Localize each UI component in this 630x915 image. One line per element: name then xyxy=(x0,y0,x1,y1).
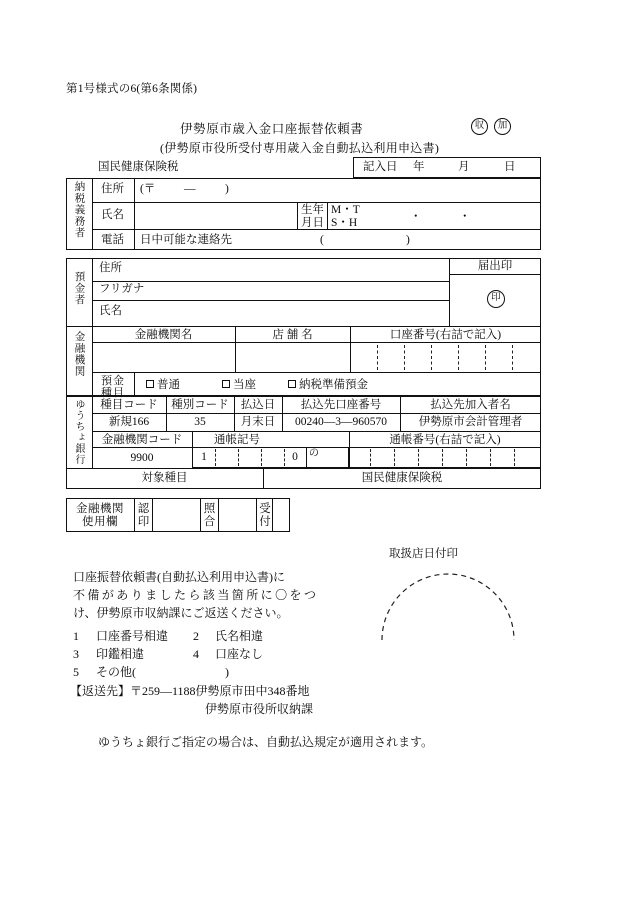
account-cell-divider xyxy=(485,345,486,370)
return-address-line-1: 【返送先】〒259—1188伊勢原市田中348番地 xyxy=(70,684,310,698)
depositor-address-label: 住所 xyxy=(99,262,122,274)
page-title: 伊勢原市歳入金口座振替依頼書 xyxy=(180,122,364,136)
depositor-section-label: 預金者 xyxy=(73,271,85,306)
taxpayer-postal-open: (〒 xyxy=(140,183,156,195)
reason-item-number: 4 xyxy=(193,647,199,661)
bank-use-field-ninin[interactable] xyxy=(153,499,199,531)
passbook-number-input[interactable] xyxy=(351,449,539,466)
taxpayer-name-input[interactable] xyxy=(136,204,295,228)
tax-type-label: 国民健康保険税 xyxy=(98,161,179,173)
account-cell-divider xyxy=(377,345,378,370)
registered-seal-label: 届出印 xyxy=(477,260,513,272)
account-cell-divider xyxy=(458,345,459,370)
birth-date-label: 生年 月日 xyxy=(301,204,324,229)
deposit-type-option-nozei[interactable]: 納税準備預金 xyxy=(288,379,368,392)
depositor-address-input[interactable] xyxy=(135,260,445,280)
instruction-line-3: け、伊勢原市収納課にご返送ください。 xyxy=(73,606,289,620)
passbook-symbol-input[interactable] xyxy=(215,449,284,466)
bank-use-field-label-shogo: 照 合 xyxy=(203,503,216,528)
account-cell-divider xyxy=(431,345,432,370)
checkbox-nozei-junbi[interactable] xyxy=(288,380,296,388)
account-cell-divider xyxy=(512,345,513,370)
depositor-furigana-label: フリガナ xyxy=(99,283,145,295)
bank-name-input[interactable] xyxy=(94,344,234,371)
birth-era-options: M・T S・H xyxy=(331,204,360,229)
reason-item-number: 2 xyxy=(193,629,199,643)
entry-date-year: 年 xyxy=(413,161,425,173)
taxpayer-phone-label: 電話 xyxy=(101,234,124,246)
taxpayer-address-input[interactable] xyxy=(136,180,538,201)
reason-item-number: 1 xyxy=(73,629,79,643)
branch-name-header: 店 舗 名 xyxy=(272,329,313,341)
taxpayer-phone-paren-open: ( xyxy=(320,234,324,246)
taxpayer-name-label: 氏名 xyxy=(101,209,124,221)
japan-post-col-header: 種別コード xyxy=(171,399,229,411)
form-code: 第1号様式の6(第6条関係) xyxy=(66,83,198,95)
corner-stamp-group xyxy=(471,118,511,135)
reason-item-number: 3 xyxy=(73,647,79,661)
deposit-type-label: 預金 種目 xyxy=(101,375,125,400)
deposit-type-option-toza[interactable]: 当座 xyxy=(222,379,256,392)
bank-code-value: 9900 xyxy=(130,452,154,464)
birth-separator-1: ・ xyxy=(410,211,422,223)
passbook-symbol-first-digit: 1 xyxy=(201,451,207,463)
depositor-name-label: 氏名 xyxy=(99,305,122,317)
reason-item-text: 印鑑相違 xyxy=(96,647,145,661)
depositor-furigana-input[interactable] xyxy=(155,282,445,299)
japan-post-col-value: 35 xyxy=(194,416,206,428)
bank-use-field-shogo[interactable] xyxy=(219,499,255,531)
taxpayer-postal-dash: — xyxy=(184,183,196,195)
seal-mark-icon: 印 xyxy=(487,290,505,308)
birth-separator-2: ・ xyxy=(459,211,471,223)
account-number-header: 口座番号(右詰で記入) xyxy=(389,329,502,341)
checkbox-futsu[interactable] xyxy=(146,380,154,388)
date-stamp-label: 取扱店日付印 xyxy=(389,548,458,560)
taxpayer-phone-paren-close: ) xyxy=(406,234,410,246)
taxpayer-section-label: 納税義務者 xyxy=(73,181,85,239)
japan-post-col-value: 新規166 xyxy=(108,416,150,428)
japan-post-col-header: 払込先加入者名 xyxy=(430,399,511,411)
passbook-no-particle: の xyxy=(309,448,319,459)
passbook-symbol-last-digit: 0 xyxy=(292,451,298,463)
japan-post-col-header: 払込日 xyxy=(240,399,276,411)
circled-ka-icon: 加 xyxy=(494,118,511,135)
japan-post-col-header: 種目コード xyxy=(100,399,158,411)
bank-name-header: 金融機関名 xyxy=(134,329,193,341)
passbook-number-header: 通帳番号(右詰で記入) xyxy=(389,434,501,446)
checkbox-toza[interactable] xyxy=(222,380,230,388)
taxpayer-address-label: 住所 xyxy=(101,183,124,195)
branch-name-input[interactable] xyxy=(237,344,349,371)
depositor-name-input[interactable] xyxy=(135,302,445,324)
bank-use-field-uketsuke[interactable] xyxy=(273,499,289,531)
footer-note: ゆうちょ銀行ご指定の場合は、自動払込規定が適用されます。 xyxy=(98,735,434,749)
passbook-symbol-header: 通帳記号 xyxy=(214,434,260,446)
reason-item-text: 氏名相違 xyxy=(215,629,264,643)
bank-use-field-label-uketsuke: 受 付 xyxy=(259,503,271,528)
deposit-type-option-futsu[interactable]: 普通 xyxy=(146,379,180,392)
account-cell-divider xyxy=(404,345,405,370)
bank-use-label: 金融機関 使用欄 xyxy=(76,503,124,528)
japan-post-section-label: ゆうちょ銀行 xyxy=(73,399,84,465)
instruction-line-2: 不備がありましたら該当箇所に〇をつ xyxy=(73,588,316,602)
japan-post-col-header: 払込先口座番号 xyxy=(300,399,382,411)
page-subtitle: (伊勢原市役所受付専用歳入金自動払込利用申込書) xyxy=(160,141,440,155)
target-type-value: 国民健康保険税 xyxy=(361,472,443,484)
reason-item-text: 口座番号相違 xyxy=(96,629,169,643)
return-address-line-2: 伊勢原市役所収納課 xyxy=(205,702,314,716)
taxpayer-phone-note: 日中可能な連絡先 xyxy=(140,234,232,246)
reason-item-number: 5 xyxy=(73,665,79,679)
taxpayer-postal-close: ) xyxy=(225,183,229,195)
instruction-line-1: 口座振替依頼書(自動払込利用申込書)に xyxy=(73,570,285,584)
circled-shu-icon: 収 xyxy=(471,118,488,135)
taxpayer-phone-input[interactable] xyxy=(326,231,404,249)
reason-item-text: 口座なし xyxy=(215,647,264,661)
reason-other-input[interactable] xyxy=(160,663,225,679)
japan-post-col-value: 00240—3—960570 xyxy=(295,416,387,428)
financial-institution-section-label: 金融機関 xyxy=(73,331,85,377)
reason-item-text: その他( xyxy=(96,665,136,679)
entry-date-month: 月 xyxy=(458,161,470,173)
target-type-label: 対象種目 xyxy=(141,472,188,484)
bank-use-field-label-ninin: 認 印 xyxy=(137,503,150,528)
date-stamp-arc xyxy=(378,562,518,642)
entry-date-label: 記入日 xyxy=(363,161,398,173)
japan-post-col-value: 月末日 xyxy=(240,416,276,428)
entry-date-day: 日 xyxy=(504,161,516,173)
reason-other-close: ) xyxy=(225,665,229,679)
bank-code-header: 金融機関コード xyxy=(101,434,183,446)
japan-post-col-value: 伊勢原市会計管理者 xyxy=(418,416,523,428)
